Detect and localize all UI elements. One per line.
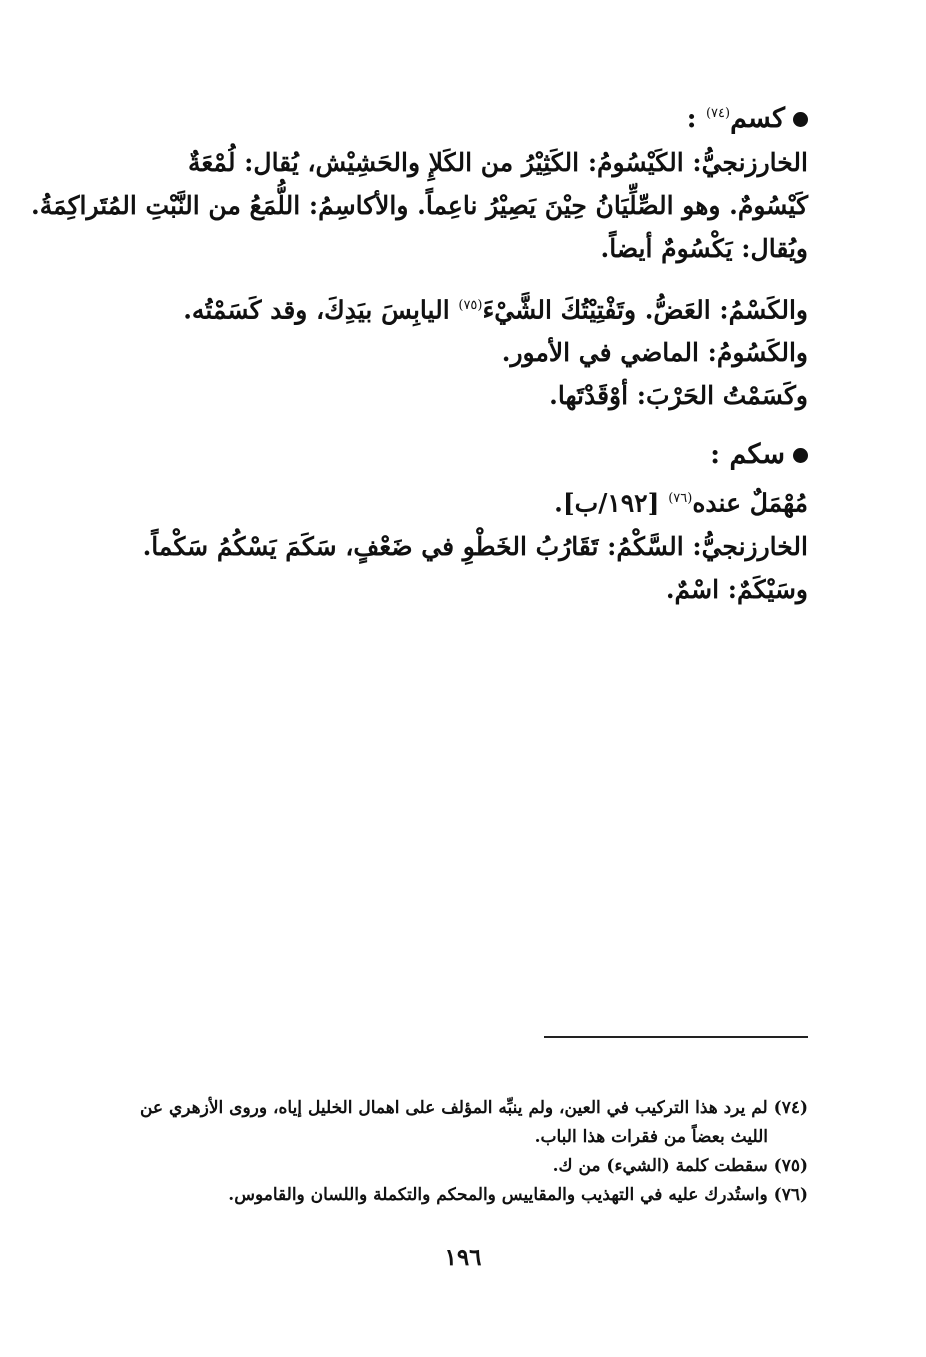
page-number: ١٩٦	[444, 1244, 482, 1271]
text-line: الخارزنجيُّ: الكَيْسُومُ: الكَثِيْرُ من الكَلإِ والحَشِيْش، يُقال: لُمْعَةٌ	[187, 148, 808, 177]
text-part: والكَسْمُ: العَضُّ. وتَفْتِيْتُكَ الشَّيْءَ	[482, 295, 808, 325]
footnote-74: (٧٤) لم يرد هذا التركيب في العين، ولم ينبِّه المؤلف على اهمال الخليل إياه، وروى الأزهري عن	[139, 1098, 808, 1118]
main-text	[31, 92, 808, 611]
bullet-icon	[793, 112, 808, 127]
footnote-76: (٧٦) واستُدرك عليه في التهذيب والمقاييس والمحكم والتكملة واللسان والقاموس.	[228, 1185, 808, 1205]
entry-colon: :	[710, 439, 721, 471]
text-line: والكَسُومُ: الماضي في الأمور.	[501, 338, 808, 368]
text-part: [١٩٢/ب].	[554, 488, 660, 518]
entry-title: سكم	[729, 439, 785, 471]
footnote-75: (٧٥) سقطت كلمة (الشيء) من ك.	[552, 1156, 808, 1176]
text-line: وكَسَمْتُ الحَرْبَ: أوْقَدْتَها.	[549, 381, 808, 411]
text-line: ويُقال: يَكْسُومٌ أيضاً.	[600, 234, 808, 263]
entry-heading-skm	[108, 433, 808, 477]
footnote-74-continued: الليث بعضاً من فقرات هذا الباب.	[534, 1127, 768, 1147]
bullet-icon	[793, 448, 808, 463]
text-line: الخارزنجيُّ: السَّكْمُ: تَقَارُبُ الخَطْوِ في ضَعْفٍ، سَكَمَ يَسْكُمُ سَكْماً.	[142, 531, 808, 561]
text-line-with-note	[108, 477, 808, 524]
entry-heading-ksm	[108, 92, 808, 141]
text-line: كَيْسُومٌ. وهو الصِّلِّيَانُ حِيْنَ يَصِيْرُ ناعِماً. والأكاسِمُ: اللُّمَعُ من النَّبْتِ المُتَراكِمَةُ.	[31, 191, 808, 220]
text-line-with-note	[108, 284, 808, 331]
footnote-ref: (٧٤)	[705, 106, 731, 121]
text-line: وسَيْكَمٌ: اسْمٌ.	[665, 574, 808, 604]
entry-colon: :	[686, 103, 697, 134]
footnote-separator	[544, 1036, 808, 1038]
footnote-ref: (٧٥)	[458, 298, 483, 313]
entry-title: كسم	[730, 103, 785, 134]
text-part: مُهْمَلٌ عنده	[692, 488, 808, 518]
footnotes	[108, 1094, 808, 1210]
footnote-ref: (٧٦)	[668, 491, 693, 507]
text-part: اليابِسَ بيَدِكَ، وقد كَسَمْتُه.	[183, 295, 450, 325]
